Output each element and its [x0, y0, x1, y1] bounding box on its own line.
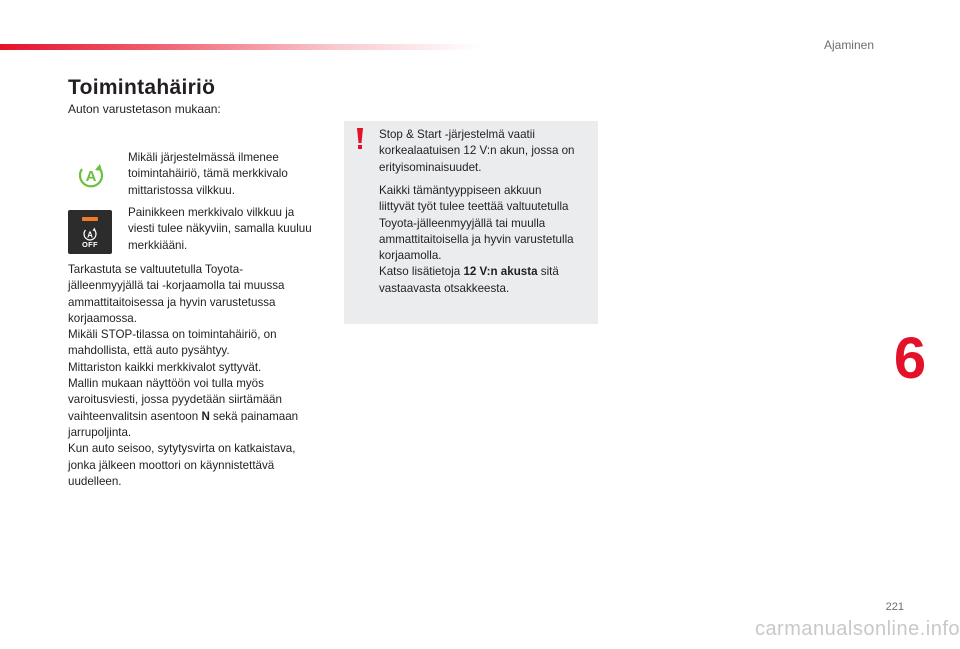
- warning-paragraph-2-text: Kaikki tämäntyyppiseen akkuun liittyvät työt tulee teettää valtuutetulla Toyota-jälleenmyyjällä tai muulla ammattitaitoisella ja hyvin varustetulla korjaamolla. Katso lisätietoja: [379, 184, 574, 279]
- watermark: carmanualsonline.info: [754, 618, 960, 640]
- page-number: 221: [885, 601, 904, 613]
- chapter-number: 6: [893, 326, 927, 391]
- warning-paragraph-2: [379, 183, 591, 297]
- exclamation-icon: [356, 128, 364, 150]
- a-off-button-icon: [68, 210, 112, 254]
- warning-paragraph-1: Stop & Start -järjestelmä vaatii korkealaatuisen 12 V:n akun, jossa on erityisominaisuudet.: [379, 128, 575, 174]
- svg-text:A: A: [85, 168, 97, 185]
- header-accent-bar: [0, 44, 480, 50]
- orange-indicator-icon: [82, 217, 98, 221]
- main-text-part2: sekä painamaan jarrupoljinta. Kun auto seisoo, sytytysvirta on katkaistava, jonka jälkeen moottori on käynnistettävä uudelleen.: [68, 409, 299, 488]
- battery-reference: 12 V:n akusta: [463, 265, 538, 279]
- main-text: [68, 262, 330, 490]
- section-label: Ajaminen: [823, 38, 874, 52]
- main-text-part1: Tarkastuta se valtuutetulla Toyota- jälleenmyyjällä tai -korjaamolla tai muussa ammattitaitoisessa ja hyvin varustetussa korjaamossa. Mikäli STOP-tilassa on toimintahäiriö, on mahdollista, että auto pysähtyy. Mittariston kaikki merkkivalot syttyvät. Mallin mukaan näyttöön voi tulla myös varoitusviesti, jossa pyydetään siirtämään vaihteenvalitsin asentoon: [68, 263, 285, 423]
- subtitle: Auton varustetason mukaan:: [68, 102, 221, 116]
- indicator-description: Mikäli järjestelmässä ilmenee toimintahäiriö, tämä merkkivalo mittaristossa vilkkuu.: [128, 151, 288, 197]
- warning-paragraph-2-end: sitä vastaavasta otsakkeesta.: [379, 265, 559, 295]
- page-title: Toimintahäiriö: [68, 76, 216, 99]
- off-label: OFF: [82, 240, 98, 249]
- svg-text:A: A: [87, 230, 93, 240]
- warning-box: [344, 121, 598, 324]
- green-a-auto-icon: [76, 160, 106, 190]
- gear-position: N: [201, 409, 210, 423]
- button-description: Painikkeen merkkivalo vilkkuu ja viesti tulee näkyviin, samalla kuuluu merkkiääni.: [128, 206, 312, 252]
